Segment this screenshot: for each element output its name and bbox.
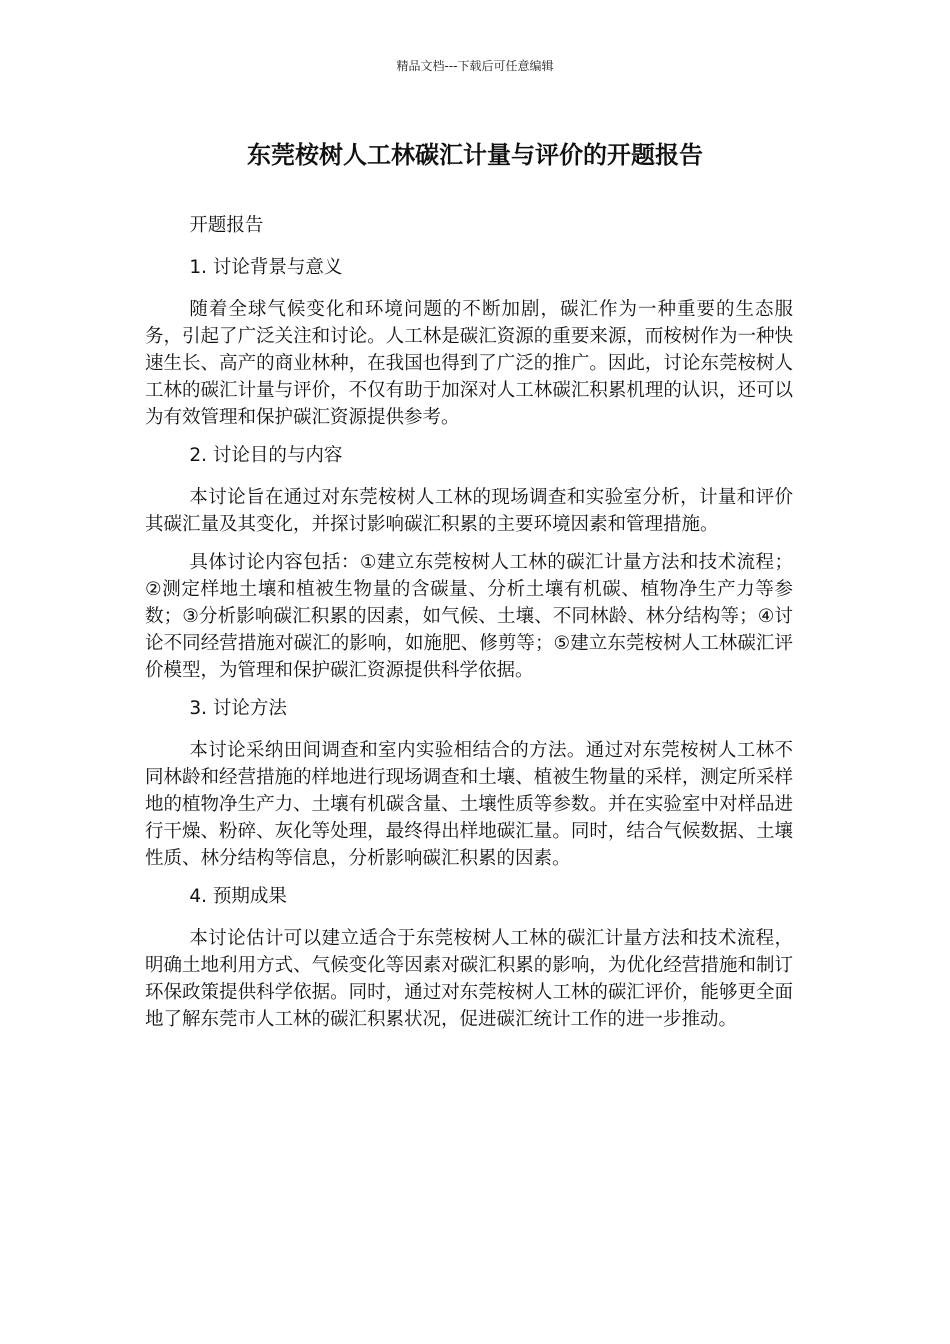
section-heading-objectives: 2. 讨论目的与内容	[189, 445, 343, 466]
section-heading-background: 1. 讨论背景与意义	[189, 257, 343, 278]
expected-results-paragraph: 本讨论估计可以建立适合于东莞桉树人工林的碳汇计量方法和技术流程，明确土地利用方式、气候变化等因素对碳汇积累的影响，为优化经营措施和制订环保政策提供科学依据。同时，通过对东莞桉树人工林的碳汇评价，能够更全面地了解东莞市人工林的碳汇积累状况，促进碳汇统计工作的进一步推动。	[145, 928, 793, 1030]
content-list-paragraph: 具体讨论内容包括：①建立东莞桉树人工林的碳汇计量方法和技术流程；②测定样地土壤和植被生物量的含碳量、分析土壤有机碳、植物净生产力等参数；③分析影响碳汇积累的因素，如气候、土壤、不同林龄、林分结构等；④讨论不同经营措施对碳汇的影响，如施肥、修剪等；⑤建立东莞桉树人工林碳汇评价模型，为管理和保护碳汇资源提供科学依据。	[145, 552, 793, 681]
header-note: 精品文档---下载后可任意编辑	[396, 59, 554, 73]
report-label: 开题报告	[189, 215, 264, 236]
document-title: 东莞桉树人工林碳汇计量与评价的开题报告	[247, 141, 703, 169]
section-heading-expected-results: 4. 预期成果	[189, 886, 287, 907]
background-paragraph: 随着全球气候变化和环境问题的不断加剧，碳汇作为一种重要的生态服务，引起了广泛关注和讨论。人工林是碳汇资源的重要来源，而桉树作为一种快速生长、高产的商业林种，在我国也得到了广泛的推广。因此，讨论东莞桉树人工林的碳汇计量与评价，不仅有助于加深对人工林碳汇积累机理的认识，还可以为有效管理和保护碳汇资源提供参考。	[145, 299, 793, 428]
document-body	[145, 212, 793, 1044]
section-heading-methods: 3. 讨论方法	[189, 698, 287, 719]
objectives-paragraph: 本讨论旨在通过对东莞桉树人工林的现场调查和实验室分析，计量和评价其碳汇量及其变化，并探讨影响碳汇积累的主要环境因素和管理措施。	[145, 487, 793, 535]
methods-paragraph: 本讨论采纳田间调查和室内实验相结合的方法。通过对东莞桉树人工林不同林龄和经营措施的样地进行现场调查和土壤、植被生物量的采样，测定所采样地的植物净生产力、土壤有机碳含量、土壤性质等参数。并在实验室中对样品进行干燥、粉碎、灰化等处理，最终得出样地碳汇量。同时，结合气候数据、土壤性质、林分结构等信息，分析影响碳汇积累的因素。	[145, 740, 793, 869]
